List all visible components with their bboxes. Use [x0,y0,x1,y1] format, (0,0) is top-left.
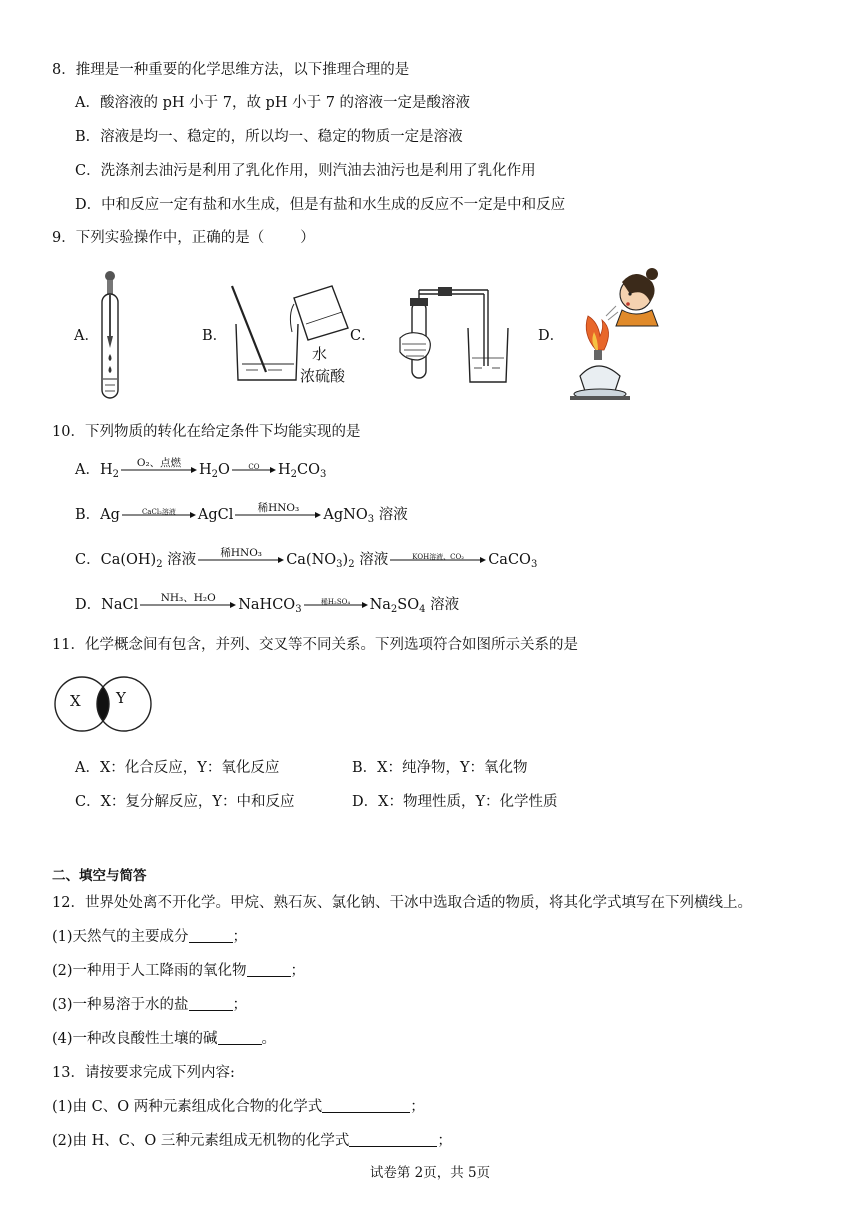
q10-option-a: A．$H_2$ O₂、点燃 $H_2O$ CO $H_2CO_3$ [75,457,327,480]
q10-option-c: C．$Ca(OH)_2$ 溶液 稀HNO₃ $Ca(NO_3)_2$ 溶液 KOH溶液、CO₂ CaCO$_3$ [75,547,538,570]
q8-option-b: B．溶液是均一、稳定的，所以均一、稳定的物质一定是溶液 [75,129,463,145]
q8-option-a: A．酸溶液的 pH 小于 7，故 pH 小于 7 的溶液一定是酸溶液 [75,95,471,111]
q13-item-2: (2)由 H、C、O 三种元素组成无机物的化学式 ； [52,1133,452,1149]
q13-item-1: (1)由 C、O 两种元素组成化合物的化学式 ； [52,1099,425,1115]
q11-option-b: B．X：纯净物，Y：氧化物 [352,760,528,776]
q10-a-arrow-2: CO [232,466,276,474]
page-footer: 试卷第 2页，共 5页 [369,1165,491,1181]
q13-stem: 13．请按要求完成下列内容: [52,1065,235,1081]
q10-d-arrow-1: NH₃、H₂O [140,601,236,609]
venn-label-y: Y [116,689,126,707]
q10-stem: 10．下列物质的转化在给定条件下均能实现的是 [52,424,361,440]
q10-c-arrow-1: 稀HNO₃ [198,556,284,564]
q10-c-arrow-2: KOH溶液、CO₂ [390,556,486,564]
q12-item-3: (3)一种易溶于水的盐 ； [52,997,248,1013]
answer-blank[interactable] [218,1030,262,1045]
q9-label-b: B． [202,328,228,344]
q11-option-d: D．X：物理性质，Y：化学性质 [352,794,558,810]
q10-option-b: B．Ag CaCl₂溶液 AgCl 稀HNO₃ AgNO$_3$ 溶液 [75,502,408,525]
q9-stem [52,228,315,248]
q11-option-a: A．X：化合反应，Y：氧化反应 [75,760,280,776]
q11-option-c: C．X：复分解反应，Y：中和反应 [75,794,295,810]
q10-d-arrow-2: 稀H₂SO₄ [304,601,368,609]
q9-stem-close: ） [300,230,315,246]
answer-blank[interactable] [189,928,233,943]
airtight-check-figure [372,282,512,384]
q9-label-a: A． [74,328,99,344]
venn-label-x: X [70,692,81,710]
q11-stem: 11．化学概念间有包含，并列、交叉等不同关系。下列选项符合如图所示关系的是 [52,637,578,653]
dropper-test-tube-figure [92,266,132,402]
q12-item-2: (2)一种用于人工降雨的氧化物 ； [52,963,306,979]
answer-blank[interactable] [247,962,291,977]
q9-label-acid: 浓硫酸 [300,367,346,385]
answer-blank[interactable] [349,1132,437,1147]
q9-label-d: D． [538,328,565,344]
q9-label-c: C． [350,328,376,344]
q10-b-arrow-1: CaCl₂溶液 [122,511,196,519]
answer-blank[interactable] [322,1098,410,1113]
alcohol-lamp-figure [566,266,672,406]
q10-b-arrow-2: 稀HNO₃ [235,511,321,519]
q10-a-arrow-1: O₂、点燃 [121,466,197,474]
q8-stem: 8．推理是一种重要的化学思维方法，以下推理合理的是 [52,62,410,78]
q12-item-1: (1)天然气的主要成分 ； [52,929,248,945]
q8-option-c: C．洗涤剂去油污是利用了乳化作用，则汽油去油污也是利用了乳化作用 [75,163,536,179]
section-title: 二、填空与简答 [52,868,147,884]
q9-label-water: 水 [312,345,328,363]
answer-blank[interactable] [189,996,233,1011]
venn-diagram [52,674,156,734]
q8-option-d: D．中和反应一定有盐和水生成，但是有盐和水生成的反应不一定是中和反应 [75,197,566,213]
q9-stem-text: 9．下列实验操作中，正确的是（ [52,230,265,246]
q10-option-d: D．NaCl NH₃、H₂O NaHCO$_3$ 稀H₂SO₄ $Na_2SO_4$ 溶液 [75,592,460,615]
q12-stem: 12．世界处处离不开化学。甲烷、熟石灰、氯化钠、干冰中选取合适的物质，将其化学式填写在下列横线上。 [52,895,752,911]
q12-item-4: (4)一种改良酸性土壤的碱 。 [52,1031,277,1047]
